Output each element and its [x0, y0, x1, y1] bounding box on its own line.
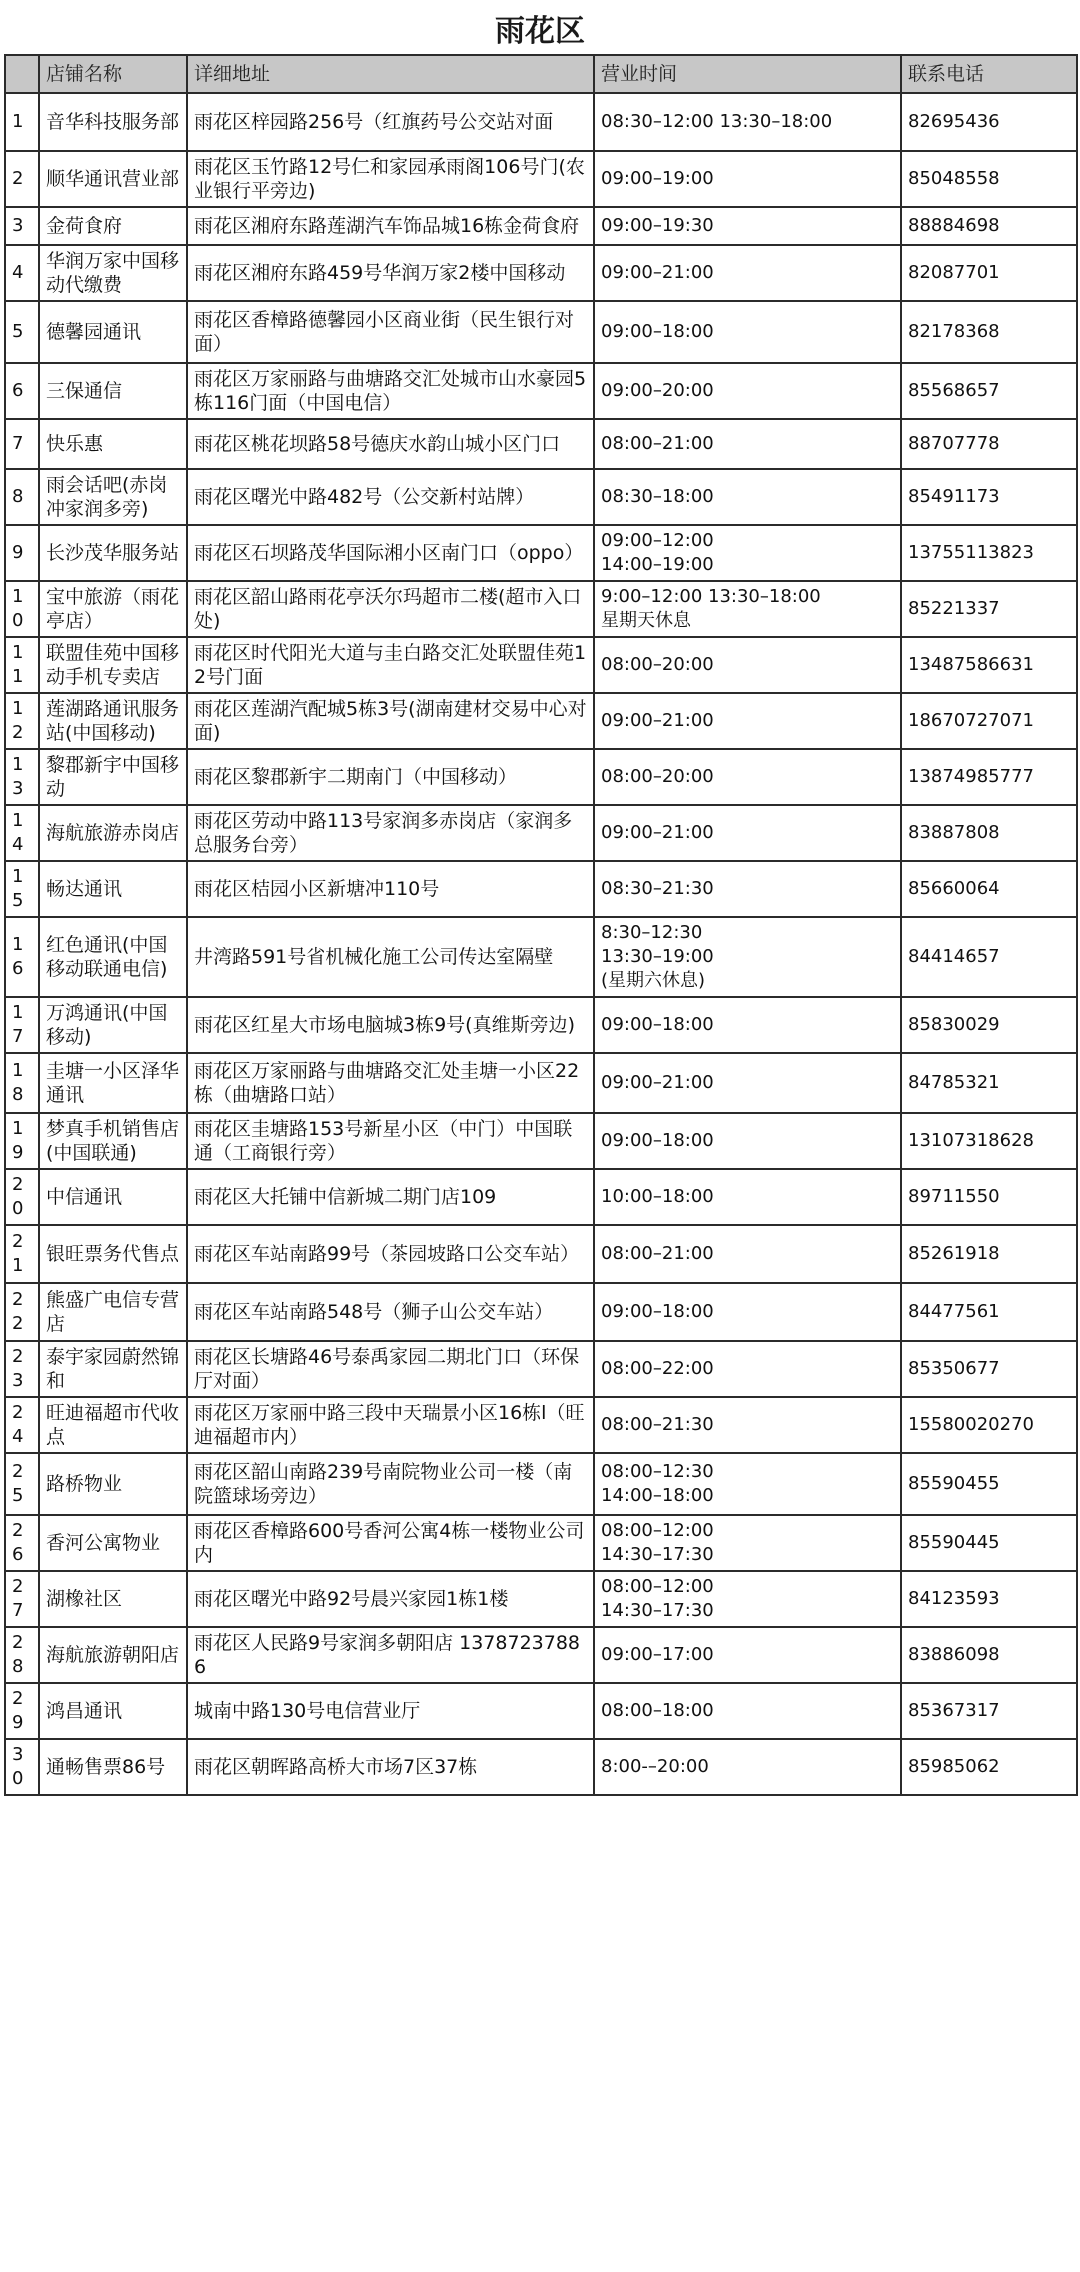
column-header-hours: 营业时间: [594, 55, 901, 93]
phone-number: 84414657: [901, 917, 1077, 997]
table-row: [5, 1515, 1077, 1571]
table-row: [5, 419, 1077, 469]
store-name: 宝中旅游（雨花亭店）: [39, 581, 187, 637]
store-name: 万鸿通讯(中国移动): [39, 997, 187, 1053]
table-row: [5, 93, 1077, 151]
store-name: 香河公寓物业: [39, 1515, 187, 1571]
store-address: 雨花区香樟路600号香河公寓4栋一楼物业公司内: [187, 1515, 594, 1571]
row-number: 14: [5, 805, 39, 861]
store-name: 顺华通讯营业部: [39, 151, 187, 207]
store-name: 旺迪福超市代收点: [39, 1397, 187, 1453]
store-name: 圭塘一小区泽华通讯: [39, 1053, 187, 1113]
store-name: 联盟佳苑中国移动手机专卖店: [39, 637, 187, 693]
opening-hours-line: 8:30–12:30: [601, 922, 703, 943]
store-address: 雨花区圭塘路153号新星小区（中门）中国联通（工商银行旁）: [187, 1113, 594, 1169]
opening-hours: 09:00–21:00: [594, 245, 901, 301]
column-header-store-name: 店铺名称: [39, 55, 187, 93]
phone-number: 83887808: [901, 805, 1077, 861]
table-row: [5, 637, 1077, 693]
opening-hours-line: 14:30–17:30: [601, 1544, 714, 1565]
store-name: 路桥物业: [39, 1453, 187, 1515]
store-address: 井湾路591号省机械化施工公司传达室隔壁: [187, 917, 594, 997]
store-name: 音华科技服务部: [39, 93, 187, 151]
store-name: 三保通信: [39, 363, 187, 419]
page-title: 雨花区: [495, 14, 585, 49]
phone-number: 85830029: [901, 997, 1077, 1053]
opening-hours-line: 14:00–19:00: [601, 554, 714, 575]
row-number: 29: [5, 1683, 39, 1739]
store-name: 鸿昌通讯: [39, 1683, 187, 1739]
store-name: 通畅售票86号: [39, 1739, 187, 1795]
phone-number: 84785321: [901, 1053, 1077, 1113]
phone-number: 82178368: [901, 301, 1077, 363]
row-number: 11: [5, 637, 39, 693]
table-row: [5, 749, 1077, 805]
table-row: [5, 805, 1077, 861]
store-address: 雨花区曙光中路92号晨兴家园1栋1楼: [187, 1571, 594, 1627]
row-number: 21: [5, 1225, 39, 1283]
store-table: [4, 54, 1078, 1796]
phone-number: 13107318628: [901, 1113, 1077, 1169]
store-address: 雨花区朝晖路高桥大市场7区37栋: [187, 1739, 594, 1795]
store-address: 雨花区黎郡新宇二期南门（中国移动）: [187, 749, 594, 805]
store-name: 泰宇家园蔚然锦和: [39, 1341, 187, 1397]
store-name: 长沙茂华服务站: [39, 525, 187, 581]
store-address: 城南中路130号电信营业厅: [187, 1683, 594, 1739]
opening-hours: 08:00–21:00: [594, 1225, 901, 1283]
opening-hours: 08:00–20:00: [594, 637, 901, 693]
phone-number: 85568657: [901, 363, 1077, 419]
phone-number: 85261918: [901, 1225, 1077, 1283]
table-row: [5, 997, 1077, 1053]
row-number: 1: [5, 93, 39, 151]
table-row: [5, 1683, 1077, 1739]
table-row: [5, 1739, 1077, 1795]
table-row: [5, 363, 1077, 419]
row-number: 25: [5, 1453, 39, 1515]
opening-hours-line: 08:00–12:00: [601, 1520, 714, 1541]
phone-number: 85350677: [901, 1341, 1077, 1397]
phone-number: 88884698: [901, 207, 1077, 245]
row-number: 2: [5, 151, 39, 207]
table-row: [5, 207, 1077, 245]
store-name: 快乐惠: [39, 419, 187, 469]
phone-number: 18670727071: [901, 693, 1077, 749]
store-name: 红色通讯(中国移动联通电信): [39, 917, 187, 997]
row-number: 12: [5, 693, 39, 749]
store-address: 雨花区红星大市场电脑城3栋9号(真维斯旁边): [187, 997, 594, 1053]
opening-hours: [594, 1515, 901, 1571]
store-address: 雨花区香樟路德馨园小区商业街（民生银行对面）: [187, 301, 594, 363]
store-address: 雨花区玉竹路12号仁和家园承雨阁106号门(农业银行平旁边): [187, 151, 594, 207]
opening-hours-line: 08:00–12:00: [601, 1576, 714, 1597]
column-header-phone: 联系电话: [901, 55, 1077, 93]
table-header: [5, 55, 1077, 93]
opening-hours-line: 9:00–12:00 13:30–18:00: [601, 586, 821, 607]
table-row: [5, 693, 1077, 749]
row-number: 15: [5, 861, 39, 917]
opening-hours: [594, 1453, 901, 1515]
column-header-index: [5, 55, 39, 93]
column-header-address: 详细地址: [187, 55, 594, 93]
table-row: [5, 525, 1077, 581]
opening-hours: 08:30–18:00: [594, 469, 901, 525]
row-number: 26: [5, 1515, 39, 1571]
table-row: [5, 1397, 1077, 1453]
phone-number: 82087701: [901, 245, 1077, 301]
store-address: 雨花区大托铺中信新城二期门店109: [187, 1169, 594, 1225]
phone-number: 85221337: [901, 581, 1077, 637]
opening-hours: 08:00–21:30: [594, 1397, 901, 1453]
store-name: 莲湖路通讯服务站(中国移动): [39, 693, 187, 749]
phone-number: 85491173: [901, 469, 1077, 525]
phone-number: 83886098: [901, 1627, 1077, 1683]
opening-hours: 10:00–18:00: [594, 1169, 901, 1225]
row-number: 23: [5, 1341, 39, 1397]
phone-number: 13874985777: [901, 749, 1077, 805]
store-name: 熊盛广电信专营店: [39, 1283, 187, 1341]
row-number: 10: [5, 581, 39, 637]
store-address: 雨花区莲湖汽配城5栋3号(湖南建材交易中心对面): [187, 693, 594, 749]
row-number: 7: [5, 419, 39, 469]
table-row: [5, 1627, 1077, 1683]
store-address: 雨花区桃花坝路58号德庆水韵山城小区门口: [187, 419, 594, 469]
table-row: [5, 581, 1077, 637]
table-row: [5, 1225, 1077, 1283]
store-address: 雨花区梓园路256号（红旗药号公交站对面: [187, 93, 594, 151]
row-number: 8: [5, 469, 39, 525]
opening-hours: 09:00–19:30: [594, 207, 901, 245]
table-row: [5, 151, 1077, 207]
opening-hours-line: 14:30–17:30: [601, 1600, 714, 1621]
store-name: 畅达通讯: [39, 861, 187, 917]
opening-hours: 08:00–18:00: [594, 1683, 901, 1739]
store-name: 华润万家中国移动代缴费: [39, 245, 187, 301]
opening-hours: [594, 1571, 901, 1627]
opening-hours: 08:00–20:00: [594, 749, 901, 805]
store-address: 雨花区劳动中路113号家润多赤岗店（家润多总服务台旁）: [187, 805, 594, 861]
opening-hours: 08:30–12:00 13:30–18:00: [594, 93, 901, 151]
row-number: 3: [5, 207, 39, 245]
opening-hours: 8:00-–20:00: [594, 1739, 901, 1795]
opening-hours: [594, 581, 901, 637]
opening-hours: [594, 525, 901, 581]
opening-hours: 09:00–18:00: [594, 1283, 901, 1341]
table-row: [5, 1283, 1077, 1341]
store-name: 金荷食府: [39, 207, 187, 245]
table-row: [5, 1169, 1077, 1225]
store-name: 中信通讯: [39, 1169, 187, 1225]
row-number: 13: [5, 749, 39, 805]
store-address: 雨花区湘府东路459号华润万家2楼中国移动: [187, 245, 594, 301]
row-number: 22: [5, 1283, 39, 1341]
table-body: [5, 93, 1077, 1795]
row-number: 4: [5, 245, 39, 301]
store-address: 雨花区人民路9号家润多朝阳店 13787237886: [187, 1627, 594, 1683]
phone-number: 84123593: [901, 1571, 1077, 1627]
phone-number: 85367317: [901, 1683, 1077, 1739]
phone-number: 89711550: [901, 1169, 1077, 1225]
row-number: 27: [5, 1571, 39, 1627]
phone-number: 85590455: [901, 1453, 1077, 1515]
store-address: 雨花区时代阳光大道与圭白路交汇处联盟佳苑12号门面: [187, 637, 594, 693]
store-name: 黎郡新宇中国移动: [39, 749, 187, 805]
opening-hours: 09:00–19:00: [594, 151, 901, 207]
opening-hours-line: 08:00–12:30: [601, 1461, 714, 1482]
phone-number: 84477561: [901, 1283, 1077, 1341]
store-address: 雨花区车站南路548号（狮子山公交车站）: [187, 1283, 594, 1341]
phone-number: 85048558: [901, 151, 1077, 207]
phone-number: 15580020270: [901, 1397, 1077, 1453]
store-address: 雨花区长塘路46号泰禹家园二期北门口（环保厅对面）: [187, 1341, 594, 1397]
store-address: 雨花区万家丽路与曲塘路交汇处城市山水豪园5栋116门面（中国电信）: [187, 363, 594, 419]
opening-hours: 08:00–21:00: [594, 419, 901, 469]
row-number: 5: [5, 301, 39, 363]
phone-number: 13487586631: [901, 637, 1077, 693]
phone-number: 82695436: [901, 93, 1077, 151]
store-address: 雨花区石坝路茂华国际湘小区南门口（oppo）: [187, 525, 594, 581]
row-number: 9: [5, 525, 39, 581]
opening-hours-line: 14:00–18:00: [601, 1485, 714, 1506]
phone-number: 88707778: [901, 419, 1077, 469]
store-name: 海航旅游朝阳店: [39, 1627, 187, 1683]
table-row: [5, 861, 1077, 917]
table-row: [5, 245, 1077, 301]
opening-hours: 09:00–21:00: [594, 805, 901, 861]
store-name: 雨会话吧(赤岗冲家润多旁): [39, 469, 187, 525]
table-row: [5, 1571, 1077, 1627]
row-number: 20: [5, 1169, 39, 1225]
store-name: 湖橡社区: [39, 1571, 187, 1627]
table-row: [5, 1341, 1077, 1397]
phone-number: 13755113823: [901, 525, 1077, 581]
row-number: 28: [5, 1627, 39, 1683]
opening-hours: 09:00–21:00: [594, 1053, 901, 1113]
table-row: [5, 1453, 1077, 1515]
store-address: 雨花区韶山路雨花亭沃尔玛超市二楼(超市入口处): [187, 581, 594, 637]
opening-hours: 09:00–18:00: [594, 1113, 901, 1169]
store-address: 雨花区桔园小区新塘冲110号: [187, 861, 594, 917]
opening-hours-line: 星期天休息: [601, 610, 691, 631]
phone-number: 85590445: [901, 1515, 1077, 1571]
store-address: 雨花区万家丽路与曲塘路交汇处圭塘一小区22栋（曲塘路口站）: [187, 1053, 594, 1113]
opening-hours: 09:00–20:00: [594, 363, 901, 419]
opening-hours: 09:00–18:00: [594, 301, 901, 363]
store-name: 德馨园通讯: [39, 301, 187, 363]
opening-hours: 09:00–21:00: [594, 693, 901, 749]
table-row: [5, 1113, 1077, 1169]
table-row: [5, 1053, 1077, 1113]
table-row: [5, 917, 1077, 997]
store-address: 雨花区韶山南路239号南院物业公司一楼（南院篮球场旁边）: [187, 1453, 594, 1515]
store-name: 银旺票务代售点: [39, 1225, 187, 1283]
table-row: [5, 301, 1077, 363]
row-number: 24: [5, 1397, 39, 1453]
opening-hours: 09:00–17:00: [594, 1627, 901, 1683]
row-number: 18: [5, 1053, 39, 1113]
opening-hours: 09:00–18:00: [594, 997, 901, 1053]
header-row: [5, 55, 1077, 93]
row-number: 17: [5, 997, 39, 1053]
row-number: 6: [5, 363, 39, 419]
phone-number: 85660064: [901, 861, 1077, 917]
table-row: [5, 469, 1077, 525]
store-address: 雨花区曙光中路482号（公交新村站牌）: [187, 469, 594, 525]
store-address: 雨花区车站南路99号（茶园坡路口公交车站）: [187, 1225, 594, 1283]
store-address: 雨花区湘府东路莲湖汽车饰品城16栋金荷食府: [187, 207, 594, 245]
store-name: 海航旅游赤岗店: [39, 805, 187, 861]
opening-hours: 08:30–21:30: [594, 861, 901, 917]
row-number: 30: [5, 1739, 39, 1795]
row-number: 16: [5, 917, 39, 997]
opening-hours-line: 13:30–19:00: [601, 946, 714, 967]
opening-hours-line: 09:00–12:00: [601, 530, 714, 551]
opening-hours: [594, 917, 901, 997]
row-number: 19: [5, 1113, 39, 1169]
store-address: 雨花区万家丽中路三段中天瑞景小区16栋l（旺迪福超市内）: [187, 1397, 594, 1453]
store-name: 梦真手机销售店(中国联通): [39, 1113, 187, 1169]
phone-number: 85985062: [901, 1739, 1077, 1795]
opening-hours-line: (星期六休息): [601, 970, 706, 991]
opening-hours: 08:00–22:00: [594, 1341, 901, 1397]
